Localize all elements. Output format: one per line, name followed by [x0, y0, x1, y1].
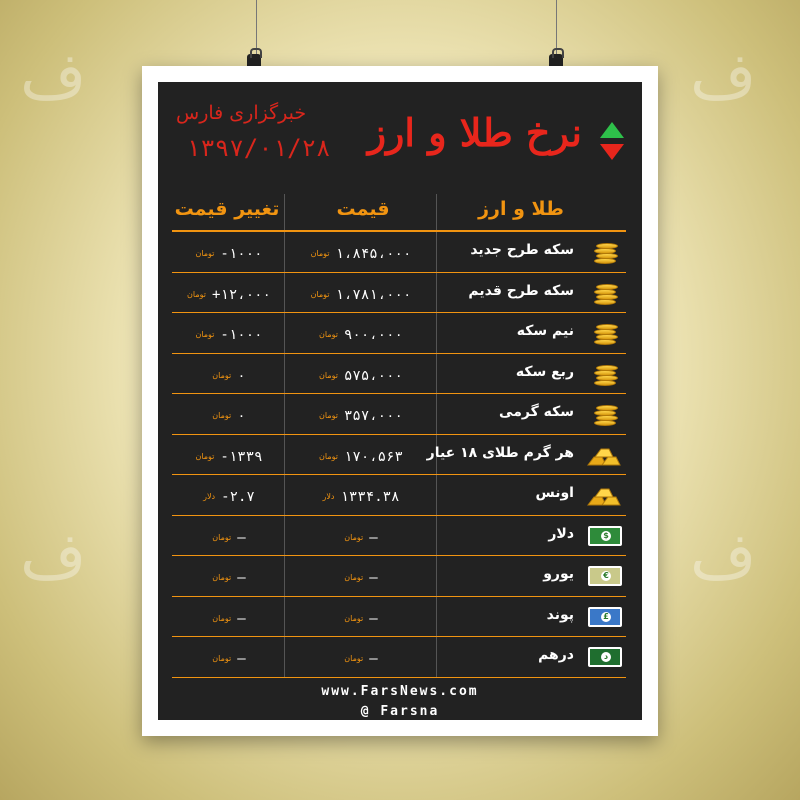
price-value: – [369, 529, 378, 546]
item-name: دلار [548, 525, 574, 542]
coin-stack-icon [586, 240, 622, 264]
change-unit: تومان [212, 370, 232, 380]
background-watermark: ف [690, 520, 757, 594]
banknote [588, 647, 622, 667]
table-row [172, 313, 626, 354]
price-value: ۱۷۰،۵۶۳ [343, 448, 403, 465]
price-unit: تومان [319, 451, 338, 461]
pound-bill-icon [586, 605, 622, 629]
column-divider [284, 475, 285, 515]
table-row [172, 516, 626, 557]
banknote [588, 526, 622, 546]
column-header-change: تغییر قیمت [174, 198, 280, 220]
change-cell [176, 486, 282, 505]
table-header [172, 194, 626, 232]
change-unit: تومان [212, 654, 232, 663]
price-unit: تومان [319, 370, 338, 380]
banknote [588, 566, 622, 586]
item-name: هر گرم طلای ۱۸ عیار [426, 444, 574, 461]
change-value: ۰ [237, 367, 246, 384]
price-value: ۳۵۷،۰۰۰ [343, 408, 403, 424]
column-divider [436, 556, 437, 596]
column-divider [284, 435, 285, 475]
item-name: درهم [538, 647, 574, 663]
column-divider [436, 354, 437, 394]
change-unit: تومان [195, 330, 215, 339]
column-divider [284, 194, 285, 230]
item-name: سکه گرمی [499, 404, 574, 420]
coin-stack-icon [586, 402, 622, 426]
background-watermark: ف [20, 40, 87, 114]
price-unit: تومان [319, 330, 338, 339]
change-cell [176, 567, 282, 586]
currency-symbol-icon: د [601, 652, 611, 662]
change-unit: تومان [212, 573, 232, 582]
change-cell [176, 648, 282, 667]
currency-symbol-icon: € [601, 571, 611, 581]
item-name: اونس [535, 485, 574, 501]
change-value: ۰ [237, 408, 246, 424]
price-value: – [369, 610, 378, 627]
price-value: – [369, 570, 378, 586]
column-divider [436, 313, 437, 353]
table-row [172, 273, 626, 314]
price-unit: دلار [322, 492, 335, 501]
column-header-price: قیمت [336, 198, 390, 220]
board-title: نرخ طلا و ارز [367, 110, 582, 155]
table-row [172, 556, 626, 597]
column-divider [436, 232, 437, 272]
change-value: ۱۰۰۰- [220, 246, 263, 262]
gold-bars-icon [586, 483, 622, 507]
column-divider [284, 516, 285, 556]
currency-symbol-icon: $ [601, 531, 611, 541]
coin-stack-icon [586, 321, 622, 345]
price-cell [288, 243, 434, 262]
dirham-bill-icon [586, 645, 622, 669]
column-divider [284, 313, 285, 353]
change-unit: تومان [195, 451, 215, 461]
item-name: یورو [543, 566, 574, 582]
price-unit: تومان [319, 411, 338, 420]
price-unit: تومان [344, 573, 364, 582]
price-cell [288, 608, 434, 627]
item-name: سکه طرح جدید [470, 242, 574, 258]
arrow-up-icon [600, 122, 624, 138]
table-row [172, 597, 626, 638]
price-unit: تومان [344, 654, 364, 663]
website-link[interactable]: www.FarsNews.com [321, 684, 479, 699]
price-unit: تومان [310, 249, 330, 258]
agency-name: خبرگزاری فارس [176, 102, 307, 124]
price-unit: تومان [344, 613, 364, 623]
table-row [172, 637, 626, 678]
board-header [158, 82, 642, 182]
column-divider [284, 556, 285, 596]
table-body [172, 232, 626, 678]
price-cell [288, 446, 434, 465]
table-row [172, 354, 626, 395]
change-cell [176, 527, 282, 546]
table-row [172, 475, 626, 516]
change-cell [176, 446, 282, 465]
item-name: نیم سکه [516, 323, 574, 339]
price-cell [288, 527, 434, 546]
price-cell [288, 284, 434, 303]
background-watermark: ف [20, 520, 87, 594]
price-cell [288, 648, 434, 667]
coin-stack-icon [586, 281, 622, 305]
price-board [158, 82, 642, 720]
euro-bill-icon [586, 564, 622, 588]
price-value: – [369, 651, 378, 667]
gold-bars-icon [586, 443, 622, 467]
column-divider [436, 273, 437, 313]
column-divider [436, 475, 437, 515]
column-divider [284, 354, 285, 394]
price-value: ۱۳۳۴.۳۸ [340, 489, 400, 505]
price-value: ۱،۸۴۵،۰۰۰ [335, 246, 412, 262]
price-cell [288, 567, 434, 586]
change-cell [176, 324, 282, 343]
change-unit: دلار [203, 492, 216, 501]
column-divider [436, 597, 437, 637]
poster [142, 66, 658, 736]
item-name: ربع سکه [515, 363, 574, 380]
change-value: – [237, 610, 246, 627]
date-label: ۱۳۹۷/۰۱/۲۸ [186, 134, 331, 162]
item-name: سکه طرح قدیم [468, 282, 574, 299]
change-cell [176, 608, 282, 627]
column-divider [284, 232, 285, 272]
dollar-bill-icon [586, 524, 622, 548]
price-value: ۵۷۵،۰۰۰ [343, 367, 403, 384]
table-row [172, 232, 626, 273]
column-divider [284, 273, 285, 313]
currency-symbol-icon: £ [601, 612, 611, 622]
arrow-down-icon [600, 144, 624, 160]
change-unit: تومان [212, 411, 232, 420]
social-handle: @ Farsna [360, 704, 440, 719]
price-cell [288, 324, 434, 343]
item-name: پوند [546, 606, 574, 623]
change-value: ۱۲،۰۰۰+ [211, 286, 271, 303]
column-divider [436, 637, 437, 677]
change-cell [176, 405, 282, 424]
price-cell [288, 365, 434, 384]
up-down-arrows-icon [600, 122, 624, 168]
change-value: ۱۰۰۰- [220, 327, 263, 343]
price-value: ۱،۷۸۱،۰۰۰ [335, 286, 412, 303]
price-unit: تومان [310, 289, 330, 299]
price-cell [288, 405, 434, 424]
price-cell [288, 486, 434, 505]
banknote [588, 607, 622, 627]
table-row [172, 394, 626, 435]
change-value: – [237, 651, 246, 667]
change-unit: تومان [212, 532, 232, 542]
change-cell [176, 365, 282, 384]
change-value: – [237, 529, 246, 546]
change-unit: تومان [195, 249, 215, 258]
column-divider [436, 394, 437, 434]
change-cell [176, 284, 282, 303]
coin-stack-icon [586, 362, 622, 386]
change-value: ۱۳۳۹- [220, 448, 263, 465]
price-unit: تومان [344, 532, 364, 542]
column-divider [436, 516, 437, 556]
table-row [172, 435, 626, 476]
price-value: ۹۰۰،۰۰۰ [343, 327, 403, 343]
price-table [172, 194, 626, 678]
change-unit: تومان [212, 613, 232, 623]
change-cell [176, 243, 282, 262]
change-value: – [237, 570, 246, 586]
column-header-item: طلا و ارز [478, 198, 564, 220]
column-divider [284, 597, 285, 637]
column-divider [284, 394, 285, 434]
background-watermark: ف [690, 40, 757, 114]
column-divider [284, 637, 285, 677]
change-value: ۲.۷- [221, 489, 255, 505]
change-unit: تومان [187, 289, 206, 299]
